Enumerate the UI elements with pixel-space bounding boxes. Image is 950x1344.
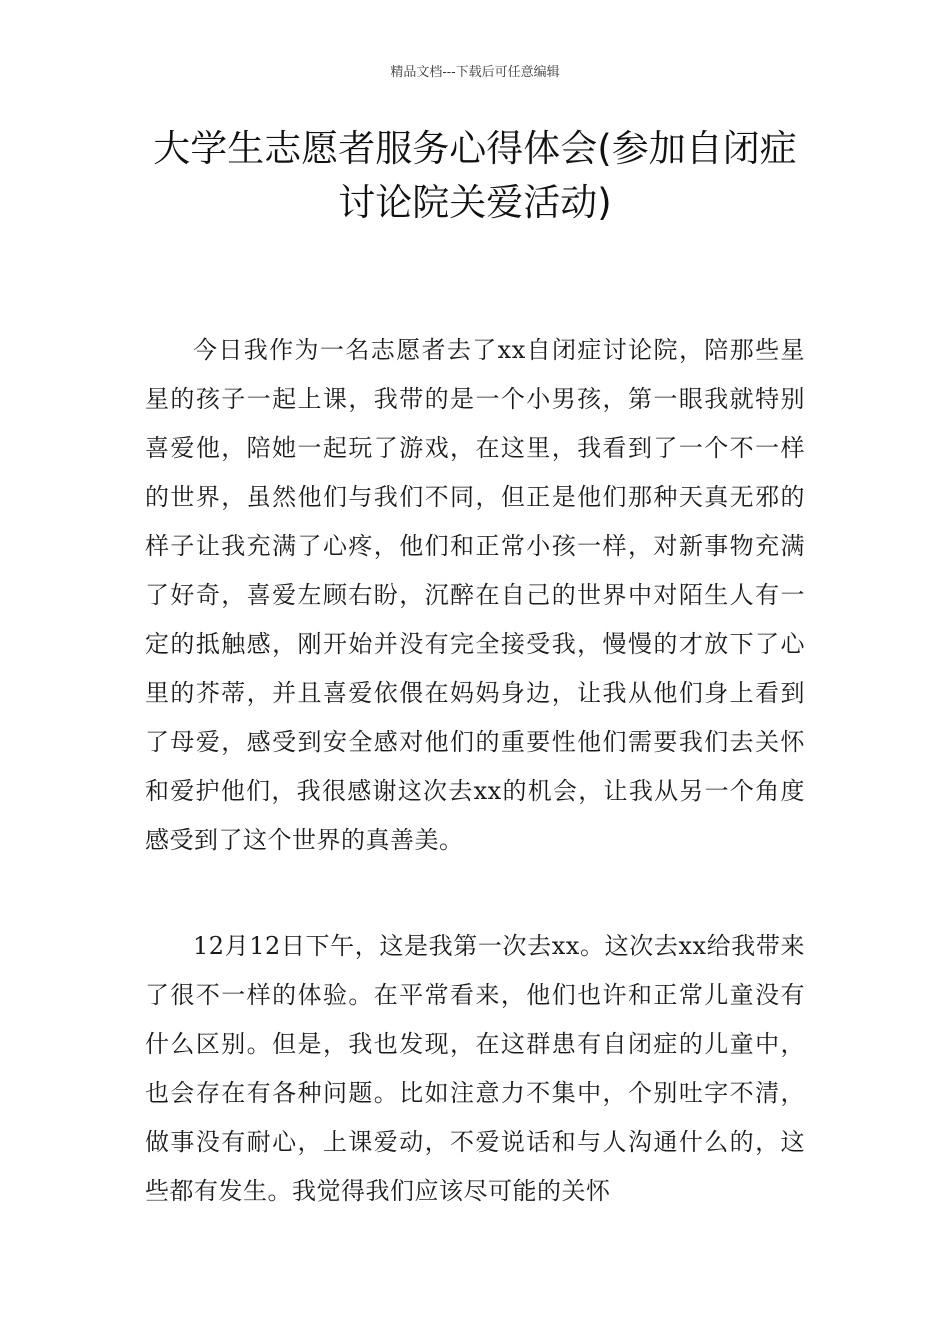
- document-title: 大学生志愿者服务心得体会(参加自闭症讨论院关爱活动): [153, 127, 797, 224]
- paragraph-2: 12月12日下午，这是我第一次去xx。这次去xx给我带来了很不一样的体验。在平常看来，他们也许和正常儿童没有什么区别。但是，我也发现，在这群患有自闭症的儿童中，也会存在有各种问题。比如注意力不集中，个别吐字不清，做事没有耐心，上课爱动，不爱说话和与人沟通什么的，这些都有发生。我觉得我们应该尽可能的关怀: [145, 932, 805, 1205]
- header-note: 精品文档---下载后可任意编辑: [390, 65, 560, 80]
- paragraph-1: 今日我作为一名志愿者去了xx自闭症讨论院，陪那些星星的孩子一起上课，我带的是一个小男孩，第一眼我就特别喜爱他，陪她一起玩了游戏，在这里，我看到了一个不一样的世界，虽然他们与我们不同，但正是他们那种天真无邪的样子让我充满了心疼，他们和正常小孩一样，对新事物充满了好奇，喜爱左顾右盼，沉醉在自己的世界中对陌生人有一定的抵触感，刚开始并没有完全接受我，慢慢的才放下了心里的芥蒂，并且喜爱依偎在妈妈身边，让我从他们身上看到了母爱，感受到安全感对他们的重要性他们需要我们去关怀和爱护他们，我很感谢这次去xx的机会，让我从另一个角度感受到了这个世界的真善美。: [145, 336, 805, 854]
